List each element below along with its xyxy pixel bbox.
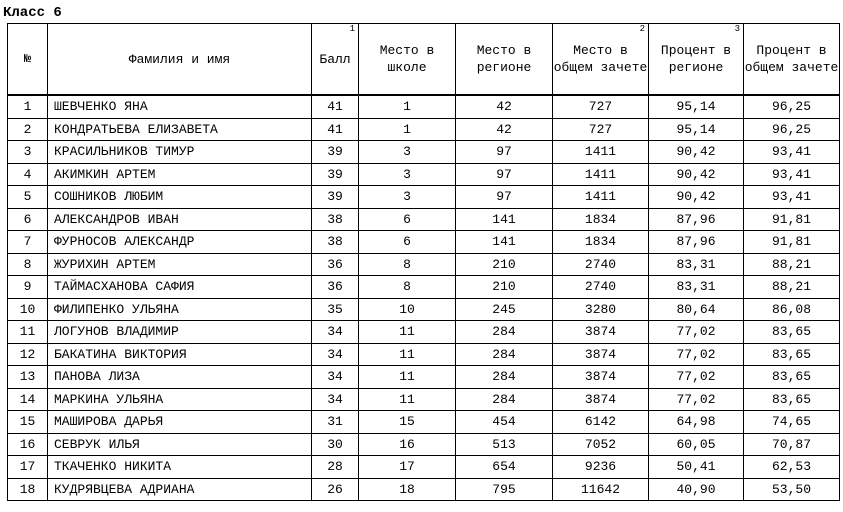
cell-overall-percent: 70,87 (744, 433, 840, 456)
cell-overall-percent: 88,21 (744, 253, 840, 276)
cell-school-place: 6 (359, 208, 456, 231)
cell-school-place: 6 (359, 231, 456, 254)
cell-score: 39 (312, 186, 359, 209)
cell-school-place: 11 (359, 388, 456, 411)
cell-region-percent: 77,02 (649, 388, 744, 411)
cell-school-place: 11 (359, 343, 456, 366)
cell-region-percent: 64,98 (649, 411, 744, 434)
cell-region-percent: 95,14 (649, 118, 744, 141)
table-row (8, 411, 840, 434)
cell-score: 39 (312, 141, 359, 164)
cell-region-percent: 77,02 (649, 366, 744, 389)
cell-num: 3 (8, 141, 48, 164)
cell-region-place: 513 (456, 433, 553, 456)
cell-overall-place: 727 (553, 118, 649, 141)
cell-school-place: 11 (359, 321, 456, 344)
table-row (8, 276, 840, 299)
cell-region-percent: 90,42 (649, 141, 744, 164)
cell-region-percent: 80,64 (649, 298, 744, 321)
cell-name: КОНДРАТЬЕВА ЕЛИЗАВЕТА (48, 118, 312, 141)
cell-overall-place: 1411 (553, 186, 649, 209)
table-row (8, 95, 840, 118)
cell-num: 4 (8, 163, 48, 186)
cell-overall-place: 1411 (553, 163, 649, 186)
results-table (7, 23, 840, 501)
cell-region-percent: 87,96 (649, 208, 744, 231)
cell-name: ФУРНОСОВ АЛЕКСАНДР (48, 231, 312, 254)
cell-overall-place: 2740 (553, 276, 649, 299)
table-row (8, 118, 840, 141)
cell-school-place: 15 (359, 411, 456, 434)
cell-school-place: 1 (359, 95, 456, 118)
cell-region-place: 97 (456, 141, 553, 164)
cell-score: 38 (312, 208, 359, 231)
table-row (8, 343, 840, 366)
header-region-percent-label: Процент в регионе (660, 43, 732, 75)
table-header-row (8, 24, 840, 96)
cell-score: 26 (312, 478, 359, 501)
footnote-marker-3: 3 (734, 24, 740, 34)
cell-score: 36 (312, 276, 359, 299)
cell-overall-percent: 83,65 (744, 343, 840, 366)
cell-school-place: 17 (359, 456, 456, 479)
cell-region-place: 654 (456, 456, 553, 479)
cell-overall-place: 3874 (553, 366, 649, 389)
header-overall-place-label: Место в общем зачете (553, 43, 648, 75)
cell-num: 7 (8, 231, 48, 254)
cell-school-place: 16 (359, 433, 456, 456)
cell-num: 11 (8, 321, 48, 344)
cell-overall-place: 2740 (553, 253, 649, 276)
cell-region-percent: 40,90 (649, 478, 744, 501)
cell-region-place: 795 (456, 478, 553, 501)
cell-name: СЕВРУК ИЛЬЯ (48, 433, 312, 456)
cell-score: 39 (312, 163, 359, 186)
cell-overall-percent: 93,41 (744, 186, 840, 209)
header-num: № (8, 24, 48, 96)
cell-score: 34 (312, 343, 359, 366)
cell-region-percent: 77,02 (649, 321, 744, 344)
cell-overall-place: 3280 (553, 298, 649, 321)
cell-name: МАШИРОВА ДАРЬЯ (48, 411, 312, 434)
cell-region-percent: 95,14 (649, 95, 744, 118)
cell-region-percent: 83,31 (649, 253, 744, 276)
cell-score: 30 (312, 433, 359, 456)
cell-num: 17 (8, 456, 48, 479)
cell-overall-percent: 91,81 (744, 231, 840, 254)
cell-score: 38 (312, 231, 359, 254)
cell-score: 31 (312, 411, 359, 434)
cell-overall-place: 1834 (553, 231, 649, 254)
cell-region-percent: 90,42 (649, 186, 744, 209)
table-row (8, 163, 840, 186)
table-row (8, 186, 840, 209)
page-title: Класс 6 (3, 5, 62, 21)
cell-num: 12 (8, 343, 48, 366)
cell-region-place: 97 (456, 186, 553, 209)
cell-overall-percent: 74,65 (744, 411, 840, 434)
cell-name: БАКАТИНА ВИКТОРИЯ (48, 343, 312, 366)
cell-score: 35 (312, 298, 359, 321)
cell-score: 34 (312, 321, 359, 344)
table-row (8, 231, 840, 254)
cell-name: СОШНИКОВ ЛЮБИМ (48, 186, 312, 209)
table-row (8, 321, 840, 344)
cell-school-place: 11 (359, 366, 456, 389)
cell-overall-place: 7052 (553, 433, 649, 456)
table-row (8, 366, 840, 389)
cell-name: АЛЕКСАНДРОВ ИВАН (48, 208, 312, 231)
cell-score: 34 (312, 388, 359, 411)
cell-overall-percent: 88,21 (744, 276, 840, 299)
cell-num: 6 (8, 208, 48, 231)
cell-num: 1 (8, 95, 48, 118)
cell-region-percent: 83,31 (649, 276, 744, 299)
cell-name: КРАСИЛЬНИКОВ ТИМУР (48, 141, 312, 164)
cell-overall-percent: 62,53 (744, 456, 840, 479)
table-row (8, 141, 840, 164)
header-region-percent (649, 24, 744, 96)
table-row (8, 298, 840, 321)
cell-school-place: 3 (359, 163, 456, 186)
cell-num: 13 (8, 366, 48, 389)
cell-overall-place: 6142 (553, 411, 649, 434)
header-overall-percent: Процент в общем зачете (744, 24, 840, 96)
cell-overall-percent: 86,08 (744, 298, 840, 321)
table-row (8, 456, 840, 479)
cell-region-place: 454 (456, 411, 553, 434)
cell-school-place: 8 (359, 253, 456, 276)
cell-school-place: 10 (359, 298, 456, 321)
cell-num: 18 (8, 478, 48, 501)
header-overall-place (553, 24, 649, 96)
cell-name: ЛОГУНОВ ВЛАДИМИР (48, 321, 312, 344)
cell-num: 10 (8, 298, 48, 321)
header-school-place: Место в школе (359, 24, 456, 96)
cell-region-place: 284 (456, 366, 553, 389)
table-row (8, 208, 840, 231)
cell-region-percent: 90,42 (649, 163, 744, 186)
cell-name: ЖУРИХИН АРТЕМ (48, 253, 312, 276)
cell-name: ПАНОВА ЛИЗА (48, 366, 312, 389)
table-row (8, 388, 840, 411)
cell-region-place: 245 (456, 298, 553, 321)
cell-region-percent: 60,05 (649, 433, 744, 456)
cell-score: 41 (312, 118, 359, 141)
table-row (8, 253, 840, 276)
cell-school-place: 18 (359, 478, 456, 501)
table-row (8, 478, 840, 501)
cell-region-place: 141 (456, 208, 553, 231)
cell-school-place: 3 (359, 141, 456, 164)
cell-overall-place: 3874 (553, 321, 649, 344)
header-name: Фамилия и имя (48, 24, 312, 96)
cell-name: ТКАЧЕНКО НИКИТА (48, 456, 312, 479)
cell-num: 9 (8, 276, 48, 299)
cell-overall-percent: 83,65 (744, 321, 840, 344)
cell-overall-place: 727 (553, 95, 649, 118)
cell-overall-place: 3874 (553, 343, 649, 366)
cell-overall-percent: 93,41 (744, 141, 840, 164)
cell-region-place: 284 (456, 321, 553, 344)
cell-school-place: 1 (359, 118, 456, 141)
cell-overall-percent: 91,81 (744, 208, 840, 231)
cell-overall-percent: 83,65 (744, 388, 840, 411)
header-score-label: Балл (319, 51, 351, 67)
cell-overall-place: 11642 (553, 478, 649, 501)
cell-num: 14 (8, 388, 48, 411)
cell-region-place: 284 (456, 343, 553, 366)
cell-overall-percent: 96,25 (744, 118, 840, 141)
cell-name: АКИМКИН АРТЕМ (48, 163, 312, 186)
cell-overall-percent: 96,25 (744, 95, 840, 118)
header-score (312, 24, 359, 96)
cell-region-place: 210 (456, 276, 553, 299)
cell-num: 15 (8, 411, 48, 434)
cell-overall-place: 3874 (553, 388, 649, 411)
cell-overall-percent: 93,41 (744, 163, 840, 186)
cell-num: 16 (8, 433, 48, 456)
cell-region-percent: 87,96 (649, 231, 744, 254)
cell-overall-percent: 83,65 (744, 366, 840, 389)
cell-region-place: 141 (456, 231, 553, 254)
cell-overall-place: 1411 (553, 141, 649, 164)
cell-num: 8 (8, 253, 48, 276)
cell-score: 36 (312, 253, 359, 276)
footnote-marker-1: 1 (349, 24, 355, 34)
cell-name: КУДРЯВЦЕВА АДРИАНА (48, 478, 312, 501)
cell-region-percent: 77,02 (649, 343, 744, 366)
cell-name: ФИЛИПЕНКО УЛЬЯНА (48, 298, 312, 321)
cell-school-place: 8 (359, 276, 456, 299)
cell-region-place: 42 (456, 118, 553, 141)
cell-name: ШЕВЧЕНКО ЯНА (48, 95, 312, 118)
cell-overall-place: 1834 (553, 208, 649, 231)
cell-name: ТАЙМАСХАНОВА САФИЯ (48, 276, 312, 299)
cell-region-place: 210 (456, 253, 553, 276)
cell-school-place: 3 (359, 186, 456, 209)
cell-name: МАРКИНА УЛЬЯНА (48, 388, 312, 411)
cell-num: 2 (8, 118, 48, 141)
cell-overall-percent: 53,50 (744, 478, 840, 501)
table-row (8, 433, 840, 456)
cell-region-place: 42 (456, 95, 553, 118)
cell-region-place: 284 (456, 388, 553, 411)
cell-num: 5 (8, 186, 48, 209)
cell-overall-place: 9236 (553, 456, 649, 479)
footnote-marker-2: 2 (639, 24, 645, 34)
cell-region-place: 97 (456, 163, 553, 186)
cell-score: 28 (312, 456, 359, 479)
header-region-place: Место в регионе (456, 24, 553, 96)
cell-region-percent: 50,41 (649, 456, 744, 479)
cell-score: 34 (312, 366, 359, 389)
cell-score: 41 (312, 95, 359, 118)
